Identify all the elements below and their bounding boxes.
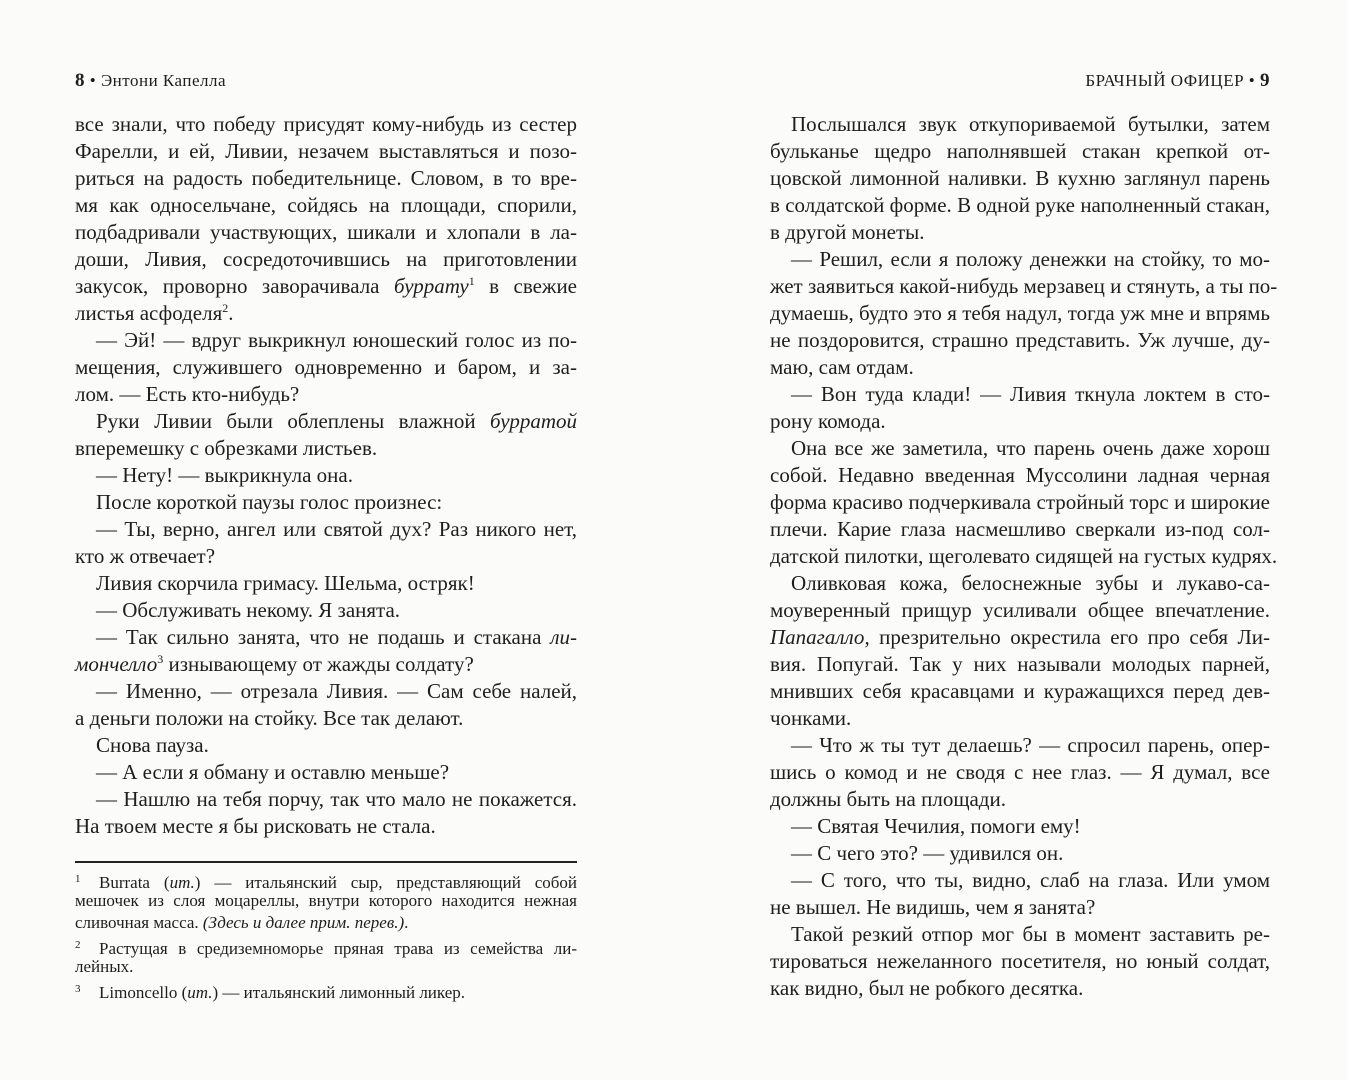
- footnote-reference: 2: [222, 301, 229, 315]
- text-line: [770, 300, 1270, 327]
- text-segment: — С чего это? — удивился он.: [791, 841, 1064, 865]
- text-line: [75, 813, 577, 840]
- text-segment: кто ж отвечает?: [75, 544, 216, 568]
- footnote-line: [75, 912, 577, 934]
- text-segment: Руки Ливии были облеплены влажной: [96, 409, 490, 433]
- text-line: [770, 732, 1270, 759]
- text-line: [75, 543, 577, 570]
- text-segment: в солдатской форме. В одной руке наполненный стакан,: [770, 193, 1270, 217]
- text-segment: — Эй! — вдруг выкрикнул юношеский голос из по-: [96, 328, 577, 352]
- text-segment: — Так сильно занята, что не подашь и стакана: [96, 625, 551, 649]
- left-page: [75, 0, 577, 1080]
- footnotes: [75, 868, 577, 1000]
- footnote-rule: [75, 861, 577, 863]
- footnote-marker: 1: [75, 873, 81, 885]
- text-segment: — Нашлю на тебя порчу, так что мало не покажется.: [96, 787, 577, 811]
- text-segment: чонками.: [770, 706, 852, 730]
- text-line: [770, 975, 1270, 1002]
- text-segment: — С того, что ты, видно, слаб на глаза. Или умом: [791, 868, 1270, 892]
- text-segment: — Святая Чечилия, помоги ему!: [791, 814, 1081, 838]
- body-text: [75, 111, 577, 840]
- text-segment: жет заявиться какой-нибудь мерзавец и стянуть, а ты по-: [770, 274, 1278, 298]
- text-line: [75, 759, 577, 786]
- text-line: [75, 165, 577, 192]
- text-segment: маю, сам отдам.: [770, 355, 914, 379]
- text-segment: — Решил, если я положу денежки на стойку, то мо-: [791, 247, 1270, 271]
- text-line: [770, 111, 1270, 138]
- text-segment: Ливия скорчила гримасу. Шельма, остряк!: [96, 571, 475, 595]
- text-segment: вия. Попугай. Так у них называли молодых парней,: [770, 652, 1270, 676]
- footnote-marker: 2: [75, 939, 81, 951]
- text-segment: ) — итальянский лимонный ликер.: [212, 983, 466, 1002]
- italic-text: ли-: [550, 625, 577, 649]
- text-line: [75, 516, 577, 543]
- text-segment: вперемешку с обрезками листьев.: [75, 436, 378, 460]
- text-segment: , презрительно окрестила его про себя Ли-: [864, 625, 1270, 649]
- text-line: [770, 246, 1270, 273]
- text-segment: в другой монеты.: [770, 220, 925, 244]
- text-segment: рону комода.: [770, 409, 886, 433]
- text-segment: Limoncello (: [99, 983, 188, 1002]
- text-line: [75, 624, 577, 651]
- text-line: [770, 543, 1278, 570]
- footnote-reference: 3: [157, 652, 164, 666]
- text-line: [770, 354, 1270, 381]
- page-number: 8: [75, 70, 85, 91]
- text-segment: цовской лимонной наливки. В кухню заглянул парень: [770, 166, 1270, 190]
- text-segment: подбадривали участвующих, шикали и хлопали в ла-: [75, 220, 577, 244]
- text-line: [770, 867, 1270, 894]
- text-segment: как видно, был не робкого десятка.: [770, 976, 1084, 1000]
- italic-text: бурратой: [490, 409, 577, 433]
- running-head-right: [1085, 70, 1270, 92]
- text-segment: форма красиво подчеркивала стройный торс и широкие: [770, 490, 1270, 514]
- text-segment: датской пилотки, щеголевато сидящей на густых кудрях.: [770, 544, 1278, 568]
- text-segment: должны быть на площади.: [770, 787, 1006, 811]
- text-segment: закусок, проворно заворачивала: [75, 274, 394, 298]
- text-line: [770, 138, 1270, 165]
- text-line: [75, 732, 577, 759]
- text-segment: Фарелли, и ей, Ливии, незачем выставляться и позо-: [75, 139, 577, 163]
- text-line: [75, 786, 577, 813]
- text-line: [75, 192, 577, 219]
- italic-text: ит.: [187, 983, 213, 1002]
- text-segment: доши, Ливия, сосредоточившись на приготовлении: [75, 247, 577, 271]
- right-page: [770, 0, 1278, 1080]
- text-segment: — Вон туда клади! — Ливия ткнула локтем в сто-: [791, 382, 1270, 406]
- text-line: [770, 516, 1270, 543]
- text-segment: — Что ж ты тут делаешь? — спросил парень, опер-: [791, 733, 1270, 757]
- text-line: [75, 678, 577, 705]
- text-segment: не поздоровится, страшно представить. Уж лучше, ду-: [770, 328, 1270, 352]
- text-line: [770, 192, 1270, 219]
- text-segment: мещения, служившего одновременно и баром, и за-: [75, 355, 577, 379]
- text-line: [770, 759, 1270, 786]
- text-segment: мнивших себя красавцами и куражащихся перед дев-: [770, 679, 1270, 703]
- text-segment: .: [228, 301, 234, 325]
- text-segment: а деньги положи на стойку. Все так делают.: [75, 706, 464, 730]
- italic-text: (Здесь и далее прим. перев.): [202, 913, 405, 932]
- text-line: [770, 327, 1270, 354]
- text-line: [75, 246, 577, 273]
- text-segment: лейных.: [75, 957, 134, 976]
- text-segment: тироваться нежеланного посетителя, но юный солдат,: [770, 949, 1270, 973]
- text-segment: не вышел. Не видишь, чем я занята?: [770, 895, 1096, 919]
- text-segment: — А если я обману и оставлю меньше?: [96, 760, 450, 784]
- text-line: [770, 597, 1270, 624]
- footnote-reference: 1: [468, 274, 475, 288]
- footnote-line: [75, 868, 577, 890]
- text-line: [770, 786, 1270, 813]
- text-line: [770, 165, 1270, 192]
- text-segment: — Именно, — отрезала Ливия. — Сам себе налей,: [96, 679, 577, 703]
- text-segment: Оливковая кожа, белоснежные зубы и лукаво-са-: [791, 571, 1270, 595]
- text-segment: думаешь, будто это я тебя надул, тогда уж мне и впрямь: [770, 301, 1270, 325]
- footnote-line: [75, 890, 577, 912]
- text-segment: Burrata (: [99, 873, 170, 892]
- text-line: [770, 219, 1270, 246]
- text-segment: Снова пауза.: [96, 733, 209, 757]
- text-line: [770, 462, 1270, 489]
- text-line: [770, 408, 1270, 435]
- text-segment: риться на радость победительнице. Словом, в то вре-: [75, 166, 577, 190]
- text-line: [75, 705, 577, 732]
- text-line: [75, 327, 577, 354]
- text-line: [75, 273, 577, 300]
- text-line: [770, 435, 1270, 462]
- text-segment: шись о комод и не сводя с нее глаз. — Я думал, все: [770, 760, 1270, 784]
- text-segment: На твоем месте я бы рисковать не стала.: [75, 814, 436, 838]
- book-title: БРАЧНЫЙ ОФИЦЕР •: [1085, 71, 1256, 90]
- italic-text: Папагалло: [770, 625, 865, 649]
- text-line: [75, 300, 577, 327]
- footnote-line: [75, 978, 577, 1000]
- text-segment: — Обслуживать некому. Я занята.: [96, 598, 401, 622]
- text-line: [770, 813, 1270, 840]
- running-head-left: [75, 70, 226, 92]
- text-segment: собой. Недавно введенная Муссолини ладная черная: [770, 463, 1270, 487]
- text-segment: После короткой паузы голос произнес:: [96, 490, 443, 514]
- text-line: [75, 219, 577, 246]
- text-line: [75, 354, 577, 381]
- footnote-marker: 3: [75, 983, 81, 995]
- text-line: [75, 435, 577, 462]
- text-segment: — Нету! — выкрикнула она.: [96, 463, 353, 487]
- text-line: [770, 273, 1278, 300]
- text-segment: Она все же заметила, что парень очень даже хорош: [791, 436, 1270, 460]
- text-line: [770, 651, 1270, 678]
- text-line: [75, 408, 577, 435]
- text-line: [770, 381, 1270, 408]
- text-segment: Послышался звук откупориваемой бутылки, затем: [791, 112, 1270, 136]
- text-line: [770, 840, 1270, 867]
- text-segment: в свежие: [474, 274, 578, 298]
- text-segment: лом. — Есть кто-нибудь?: [75, 382, 300, 406]
- italic-text: буррату: [393, 274, 469, 298]
- text-segment: листья асфоделя: [75, 301, 223, 325]
- text-segment: моуверенный прищур усиливали общее впечатление.: [770, 598, 1270, 622]
- body-text: [770, 111, 1278, 1002]
- text-line: [770, 678, 1270, 705]
- text-line: [75, 138, 577, 165]
- footnote-line: [75, 956, 577, 978]
- text-line: [75, 570, 577, 597]
- text-line: [770, 570, 1270, 597]
- text-line: [770, 948, 1270, 975]
- author-name: • Энтони Капелла: [89, 71, 227, 90]
- text-line: [75, 651, 577, 678]
- text-segment: ) — итальянский сыр, представляющий собой: [194, 873, 578, 892]
- text-segment: .: [404, 913, 409, 932]
- text-line: [770, 489, 1270, 516]
- text-segment: изнывающему от жажды солдату?: [163, 652, 474, 676]
- text-segment: бульканье щедро наполнявшей стакан крепкой от-: [770, 139, 1270, 163]
- text-line: [770, 894, 1270, 921]
- text-segment: мешочек из слоя моцареллы, внутри которого находится нежная: [75, 891, 577, 910]
- text-line: [75, 462, 577, 489]
- text-line: [75, 489, 577, 516]
- footnote-line: [75, 934, 577, 956]
- text-line: [770, 705, 1270, 732]
- text-segment: все знали, что победу присудят кому-нибудь из сестер: [75, 112, 577, 136]
- text-segment: Такой резкий отпор мог бы в момент заставить ре-: [791, 922, 1270, 946]
- text-segment: мя как односельчане, сойдясь на площади, спорили,: [75, 193, 577, 217]
- text-segment: — Ты, верно, ангел или святой дух? Раз никого нет,: [96, 517, 577, 541]
- text-line: [75, 597, 577, 624]
- text-segment: сливочная масса.: [75, 913, 203, 932]
- text-line: [770, 624, 1270, 651]
- text-segment: Растущая в средиземноморье пряная трава из семейства ли-: [99, 939, 577, 958]
- italic-text: мончелло: [75, 652, 158, 676]
- page-number: 9: [1260, 70, 1270, 91]
- text-line: [75, 381, 577, 408]
- text-line: [75, 111, 577, 138]
- italic-text: ит.: [169, 873, 195, 892]
- text-line: [770, 921, 1270, 948]
- text-segment: плечи. Карие глаза насмешливо сверкали из-под сол-: [770, 517, 1270, 541]
